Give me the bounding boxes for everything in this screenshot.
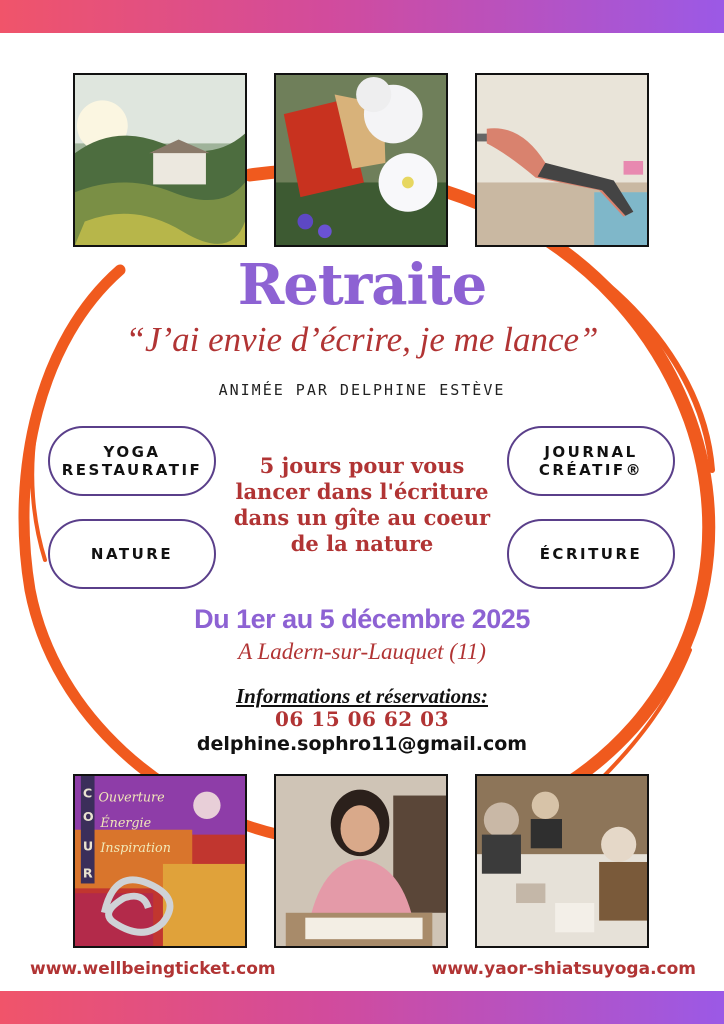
website-link-yaor-shiatsuyoga[interactable]: www.yaor-shiatsuyoga.com: [431, 959, 696, 979]
event-location: A Ladern-sur-Lauquet (11): [238, 639, 486, 664]
info-reservations-label: Informations et réservations:: [235, 684, 489, 708]
collage-letter-u: U: [82, 838, 94, 854]
retreat-description: 5 jours pour vous lancer dans l'écriture dans un gîte au coeur de la nature: [233, 453, 491, 556]
collage-letter-o: O: [82, 808, 94, 824]
photo-group-workshop: [475, 774, 649, 948]
photo-creative-journal-collage: [73, 774, 247, 948]
contact-phone: 06 15 06 62 03: [274, 707, 449, 731]
website-link-wellbeingticket[interactable]: www.wellbeingticket.com: [30, 959, 276, 979]
collage-letter-r: R: [82, 865, 93, 881]
collage-word-ouverture: Ouverture: [98, 789, 165, 805]
photo-restorative-yoga-pose: [475, 73, 649, 247]
collage-word-inspiration: Inspiration: [100, 840, 171, 856]
pill-yoga-restauratif: YOGA RESTAURATIF: [48, 426, 216, 496]
pill-nature: NATURE: [48, 519, 216, 589]
bottom-gradient-bar: [0, 991, 724, 1024]
photo-journal-with-flowers: [274, 73, 448, 247]
page-title: Retraite: [237, 252, 487, 318]
pill-ecriture: ÉCRITURE: [507, 519, 675, 589]
collage-word-energie: Énergie: [100, 814, 152, 830]
collage-letter-c: C: [82, 785, 93, 801]
pill-journal-creatif: JOURNAL CRÉATIF®: [507, 426, 675, 496]
contact-email: delphine.sophro11@gmail.com: [196, 733, 528, 755]
page-subtitle: “J’ai envie d’écrire, je me lance”: [125, 320, 599, 359]
photo-sunlit-countryside-house: [73, 73, 247, 247]
photo-woman-writing: [274, 774, 448, 948]
event-dates: Du 1er au 5 décembre 2025: [194, 604, 530, 634]
animated-by-line: ANIMÉE PAR DELPHINE ESTÈVE: [218, 381, 506, 399]
